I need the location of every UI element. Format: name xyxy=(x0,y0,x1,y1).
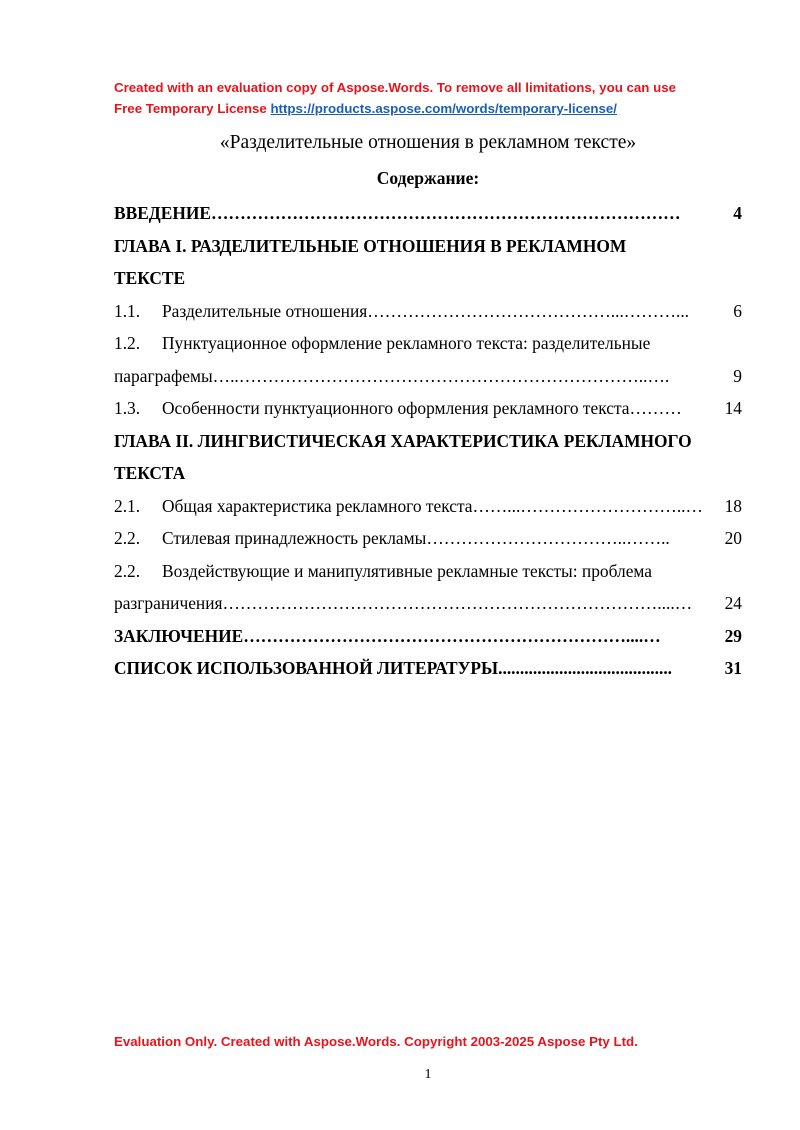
toc-entry-title-continuation: ТЕКСТЕ xyxy=(114,268,186,288)
toc-entry-title-continuation: разграничения xyxy=(114,593,223,613)
table-of-contents xyxy=(114,197,742,685)
toc-page-number: 9 xyxy=(733,365,742,386)
toc-entry-chapter-2-continuation xyxy=(114,457,742,490)
toc-heading: Содержание: xyxy=(376,168,480,188)
toc-entry-number: 1.2. xyxy=(114,333,141,353)
toc-page-number: 29 xyxy=(724,625,742,646)
toc-entry-conclusion[interactable] xyxy=(114,620,742,653)
toc-entry-2-1[interactable] xyxy=(114,490,742,523)
evaluation-banner xyxy=(114,77,754,119)
toc-leader-dots: ……… xyxy=(629,398,682,418)
toc-page-number: 24 xyxy=(724,593,742,613)
toc-entry-2-3[interactable] xyxy=(114,555,742,588)
toc-page-number: 31 xyxy=(724,658,742,678)
evaluation-banner-license-label: Free Temporary License xyxy=(114,101,267,116)
toc-entry-1-1[interactable] xyxy=(114,295,742,328)
temporary-license-link[interactable]: https://products.aspose.com/words/temporary-license/ xyxy=(270,101,617,116)
toc-leader-dots: …..……………………………………………………………..…. xyxy=(212,365,670,386)
toc-entry-title-continuation: ТЕКСТА xyxy=(114,463,186,483)
toc-entry-title: ВВЕДЕНИЕ xyxy=(114,203,212,223)
toc-entry-title-continuation: параграфемы xyxy=(114,365,213,386)
toc-leader-dots: ……………………………..…….. xyxy=(426,528,670,548)
toc-leader-dots: ……………………………………………………………………… xyxy=(211,203,681,223)
toc-leader-dots: ……...………………………..… xyxy=(472,495,703,516)
toc-entry-chapter-2[interactable] xyxy=(114,425,742,458)
toc-entry-chapter-1-continuation xyxy=(114,262,742,295)
toc-entry-title: ЗАКЛЮЧЕНИЕ xyxy=(114,625,244,646)
toc-entry-1-2[interactable] xyxy=(114,327,742,360)
toc-entry-number: 2.1. xyxy=(114,495,141,516)
evaluation-banner-line2 xyxy=(114,98,754,119)
toc-entry-1-3[interactable] xyxy=(114,392,742,425)
toc-page-number: 18 xyxy=(724,495,742,516)
toc-entry-introduction[interactable] xyxy=(114,197,742,230)
toc-entry-number: 2.2. xyxy=(114,560,141,581)
toc-leader-dots: ........................................ xyxy=(498,658,673,678)
toc-entry-number: 1.3. xyxy=(114,398,141,418)
toc-leader-dots: ……………………………………...………... xyxy=(367,300,690,321)
toc-entry-title: Стилевая принадлежность рекламы xyxy=(162,528,427,548)
evaluation-footer: Evaluation Only. Created with Aspose.Words. Copyright 2003-2025 Aspose Pty Ltd. xyxy=(114,1034,638,1049)
document-title: «Разделительные отношения в рекламном тексте» xyxy=(219,132,637,153)
toc-entry-number: 1.1. xyxy=(114,300,141,321)
evaluation-banner-line1: Created with an evaluation copy of Aspose.Words. To remove all limitations, you can use xyxy=(114,80,677,95)
page-number: 1 xyxy=(424,1067,432,1082)
toc-entry-title: Воздействующие и манипулятивные рекламные тексты: проблема xyxy=(162,560,653,581)
toc-entry-title: Разделительные отношения xyxy=(162,300,368,321)
toc-entry-number: 2.2. xyxy=(114,528,141,548)
toc-page-number: 4 xyxy=(733,203,742,223)
toc-page-number: 20 xyxy=(724,528,742,548)
toc-entry-2-2[interactable] xyxy=(114,522,742,555)
toc-entry-bibliography[interactable] xyxy=(114,652,742,685)
toc-entry-title: СПИСОК ИСПОЛЬЗОВАННОЙ ЛИТЕРАТУРЫ xyxy=(114,658,499,678)
toc-entry-title: Общая характеристика рекламного текста xyxy=(162,495,473,516)
toc-entry-title: ГЛАВА I. РАЗДЕЛИТЕЛЬНЫЕ ОТНОШЕНИЯ В РЕКЛАМНОМ xyxy=(114,235,627,256)
toc-page-number: 14 xyxy=(724,398,742,418)
toc-entry-title: ГЛАВА II. ЛИНГВИСТИЧЕСКАЯ ХАРАКТЕРИСТИКА РЕКЛАМНОГО xyxy=(114,430,692,451)
toc-entry-title: Пунктуационное оформление рекламного текста: разделительные xyxy=(162,333,651,353)
toc-leader-dots: …………………………………………………………………....… xyxy=(222,593,693,613)
toc-entry-chapter-1[interactable] xyxy=(114,230,742,263)
toc-entry-1-2-continuation xyxy=(114,360,742,393)
toc-entry-title: Особенности пунктуационного оформления рекламного текста xyxy=(162,398,630,418)
toc-leader-dots: …………………………………………………………....… xyxy=(243,625,661,646)
toc-page-number: 6 xyxy=(733,300,742,321)
toc-entry-2-3-continuation xyxy=(114,587,742,620)
